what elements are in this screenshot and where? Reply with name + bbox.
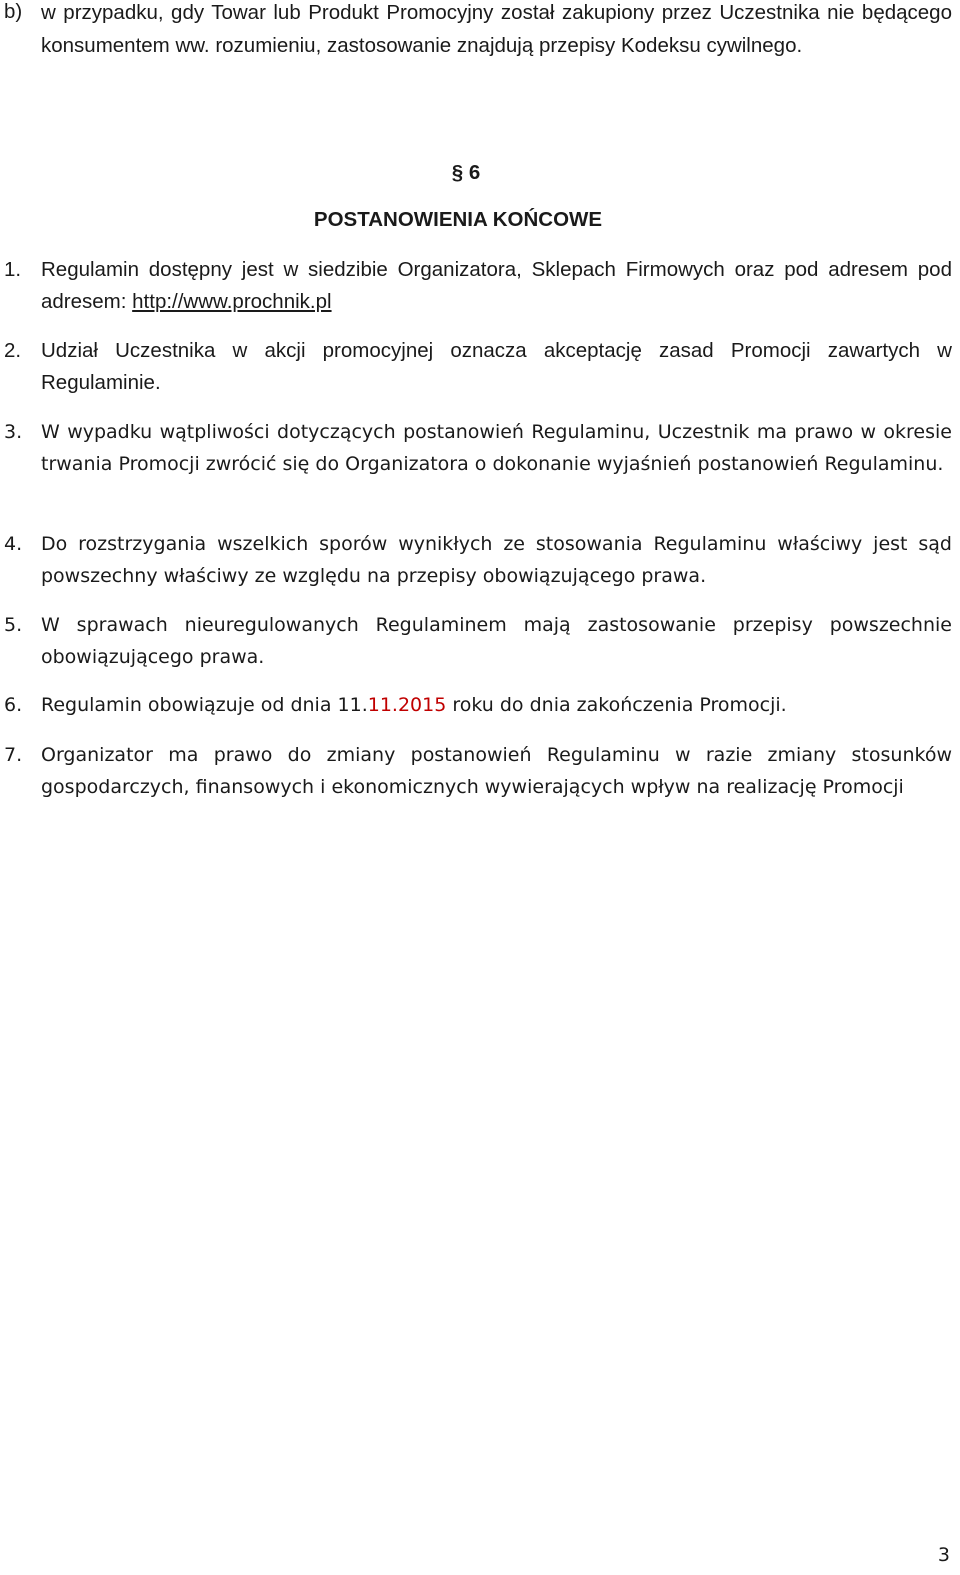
date-highlight: 11.2015 (367, 694, 447, 716)
list-item-text: Do rozstrzygania wszelkich sporów wynikłych ze stosowania Regulaminu właściwy jest sąd powszechny właściwy ze względu na przepisy obowiązującego prawa. (41, 533, 952, 587)
item-text-segment: Regulamin obowiązuje od dnia 11. (41, 694, 368, 716)
section-title: POSTANOWIENIA KOŃCOWE (313, 208, 603, 231)
item-text-segment: Regulamin dostępny jest w siedzibie Organizatora, Sklepach Firmowych oraz pod adresem pod adresem: (41, 258, 952, 313)
list-number: 2. (4, 339, 22, 362)
list-item-text (41, 254, 952, 318)
list-number: 6. (4, 694, 23, 716)
list-item-text: W sprawach nieuregulowanych Regulaminem mają zastosowanie przepisy powszechnie obowiązującego prawa. (41, 614, 952, 668)
list-number: 1. (4, 258, 22, 281)
list-item-text (41, 689, 952, 721)
list-marker: b) (4, 0, 23, 23)
list-number: 5. (4, 614, 23, 636)
list-number: 4. (4, 533, 23, 555)
list-item-text: W wypadku wątpliwości dotyczących postanowień Regulaminu, Uczestnik ma prawo w okresie trwania Promocji zwrócić się do Organizatora o dokonanie wyjaśnień postanowień Regulaminu. (41, 421, 952, 475)
item-text-segment: roku do dnia zakończenia Promocji. (446, 694, 787, 716)
page-number: 3 (937, 1544, 950, 1566)
list-item-text: w przypadku, gdy Towar lub Produkt Promocyjny został zakupiony przez Uczestnika nie będącego konsumentem ww. rozumieniu, zastosowanie znajdują przepisy Kodeksu cywilnego. (41, 1, 952, 57)
list-number: 3. (4, 421, 23, 443)
list-number: 7. (4, 744, 23, 766)
website-link[interactable]: http://www.prochnik.pl (132, 290, 332, 313)
list-item-text: Organizator ma prawo do zmiany postanowień Regulaminu w razie zmiany stosunków gospodarczych, finansowych i ekonomicznych wywierających wpływ na realizację Promocji (41, 744, 952, 798)
list-item-text: Udział Uczestnika w akcji promocyjnej oznacza akceptację zasad Promocji zawartych w Regulaminie. (41, 339, 952, 394)
section-number: § 6 (451, 161, 481, 184)
